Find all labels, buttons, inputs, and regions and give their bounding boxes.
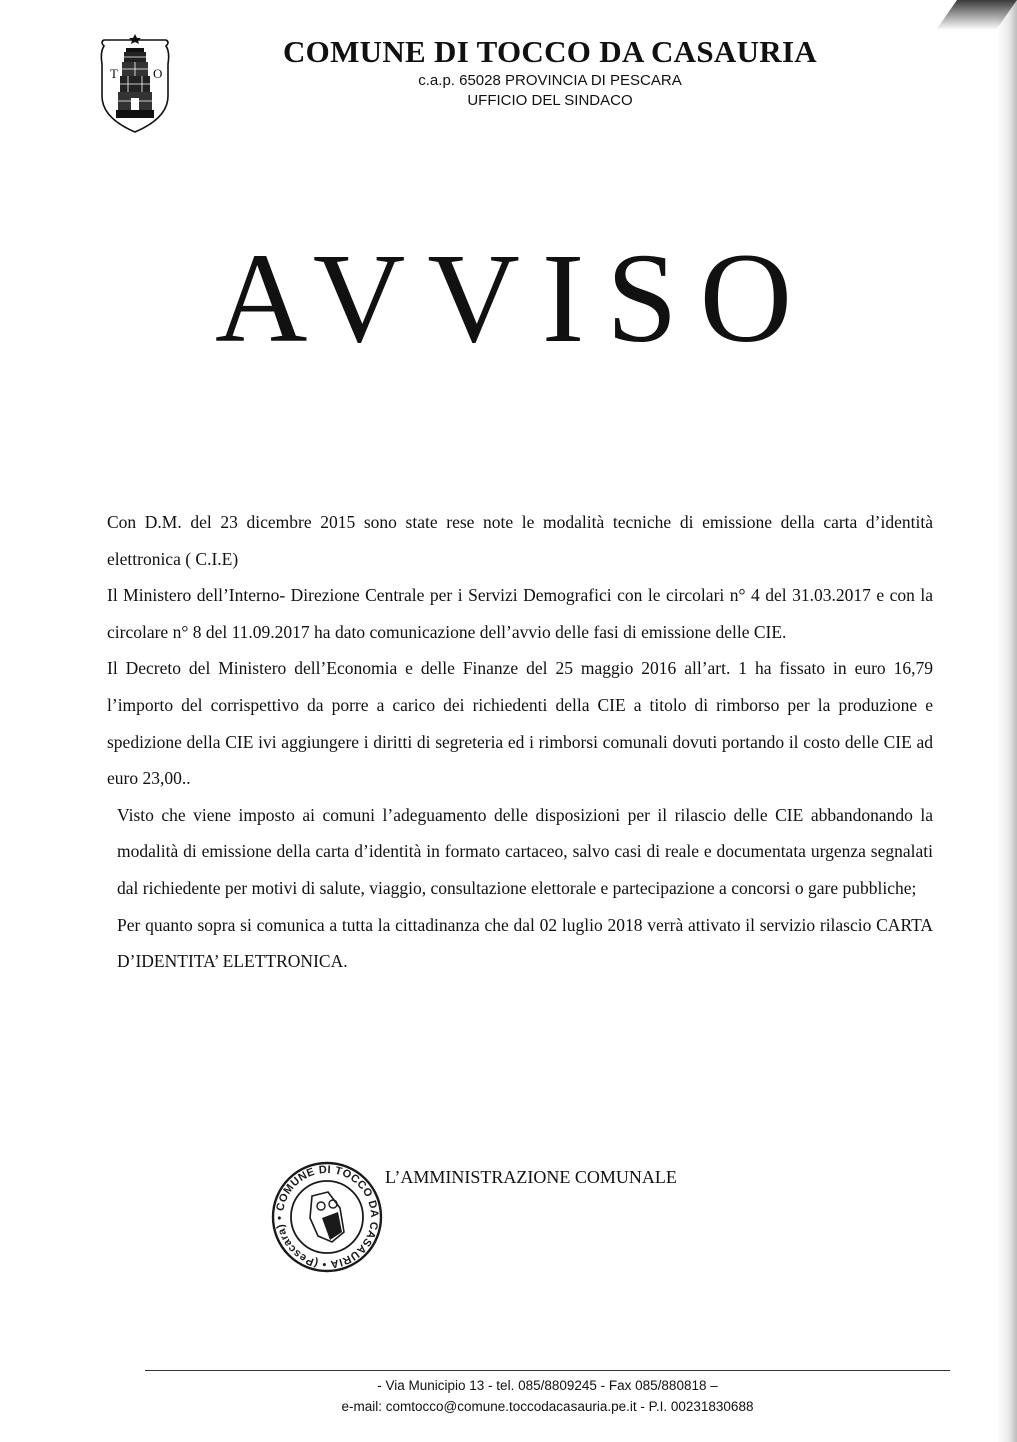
page-edge-shadow (997, 0, 1017, 1442)
body-paragraph: Per quanto sopra si comunica a tutta la cittadinanza che dal 02 luglio 2018 verrà attivato il servizio rilascio CARTA D’IDENTITA’ ELETTRONICA. (117, 914, 933, 972)
office-line: UFFICIO DEL SINDACO (467, 92, 633, 109)
notice-body (107, 504, 933, 980)
footer-divider (145, 1370, 950, 1371)
body-paragraph: Visto che viene imposto ai comuni l’adeguamento delle disposizioni per il rilascio delle CIE abbandonando la modalità di emissione della carta d’identità in formato cartaceo, salvo casi di reale e documentata urgenza segnalati dal richiedente per motivi di salute, viaggio, consultazione elettorale e partecipazione a concorsi o gare pubbliche; (117, 804, 933, 898)
crest-letter-left: T (110, 66, 118, 81)
body-paragraph: Con D.M. del 23 dicembre 2015 sono state rese note le modalità tecniche di emissione della carta d’identità elettronica ( C.I.E) (107, 512, 933, 569)
signature-block: L’AMMINISTRAZIONE COMUNALE (385, 1167, 677, 1187)
svg-text:COMUNE DI TOCCO DA CASAURIA •: COMUNE DI TOCCO DA CASAURIA • (Pescara) • (273, 1163, 381, 1271)
postal-province-line: c.a.p. 65028 PROVINCIA DI PESCARA (418, 72, 682, 89)
notice-title: AVVISO (214, 227, 815, 369)
municipality-name: COMUNE DI TOCCO DA CASAURIA (282, 34, 817, 69)
official-stamp (270, 1160, 384, 1274)
crest-letter-right: O (153, 66, 163, 81)
body-paragraph: Il Decreto del Ministero dell’Economia e delle Finanze del 25 maggio 2016 all’art. 1 ha fissato in euro 16,79 l’importo del corrispettivo da porre a carico dei richiedenti della CIE a titolo di rimborso per la produzione e spedizione della CIE ivi aggiungere i diritti di segreteria ed i rimborsi comunali dovuti portando il costo delle CIE ad euro 23,00.. (107, 658, 933, 789)
footer-contact-line: e-mail: comtocco@comune.toccodacasauria.pe.it - P.I. 00231830688 (341, 1399, 754, 1414)
footer-address-line: - Via Municipio 13 - tel. 085/8809245 - Fax 085/880818 – (377, 1378, 718, 1393)
municipal-crest-logo (96, 34, 174, 134)
body-paragraph: Il Ministero dell’Interno- Direzione Centrale per i Servizi Demografici con le circolari n° 4 del 31.03.2017 e con la circolare n° 8 del 11.09.2017 ha dato comunicazione dell’avvio delle fasi di emissione delle CIE. (107, 585, 933, 642)
